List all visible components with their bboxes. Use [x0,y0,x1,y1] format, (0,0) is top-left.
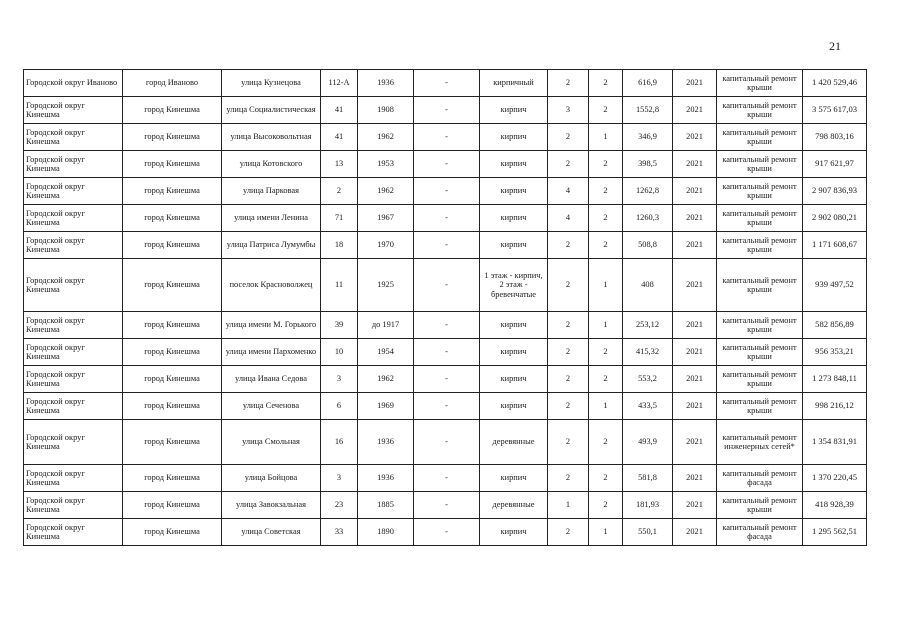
cell-entrances: 2 [589,339,623,366]
cell-plan-year: 2021 [673,97,717,124]
table-row [24,366,867,393]
cell-construction-year: 1908 [358,97,414,124]
cell-area: 181,93 [623,492,673,519]
cell-renovation-year: - [414,70,480,97]
cell-floors: 2 [548,366,589,393]
table-row [24,151,867,178]
cell-renovation-year: - [414,178,480,205]
cell-plan-year: 2021 [673,205,717,232]
cell-city: город Кинешма [123,97,222,124]
cell-construction-year: 1969 [358,393,414,420]
cell-work-type: капитальный ремонт крыши [717,124,803,151]
cell-work-type: капитальный ремонт фасада [717,519,803,546]
cell-floors: 2 [548,259,589,312]
cell-entrances: 2 [589,178,623,205]
cell-wall-material: кирпич [480,178,548,205]
cell-wall-material: кирпич [480,124,548,151]
cell-cost: 582 856,89 [803,312,867,339]
cell-street: улица Ивана Седова [222,366,321,393]
table-body [24,70,867,546]
cell-renovation-year: - [414,151,480,178]
cell-wall-material: кирпич [480,519,548,546]
cell-wall-material: деревянные [480,492,548,519]
cell-plan-year: 2021 [673,232,717,259]
cell-city: город Кинешма [123,393,222,420]
cell-wall-material: кирпич [480,339,548,366]
cell-cost: 939 497,52 [803,259,867,312]
cell-wall-material: кирпич [480,151,548,178]
cell-area: 1262,8 [623,178,673,205]
cell-cost: 2 902 080,21 [803,205,867,232]
cell-street: улица имени Ленина [222,205,321,232]
cell-plan-year: 2021 [673,366,717,393]
cell-plan-year: 2021 [673,420,717,465]
cell-city: город Кинешма [123,205,222,232]
cell-city: город Иваново [123,70,222,97]
cell-cost: 1 171 608,67 [803,232,867,259]
cell-floors: 4 [548,205,589,232]
cell-house-number: 71 [321,205,358,232]
cell-cost: 998 216,12 [803,393,867,420]
cell-plan-year: 2021 [673,492,717,519]
cell-work-type: капитальный ремонт крыши [717,178,803,205]
cell-plan-year: 2021 [673,259,717,312]
cell-city: город Кинешма [123,124,222,151]
cell-plan-year: 2021 [673,178,717,205]
cell-area: 616,9 [623,70,673,97]
cell-street: поселок Красноволжец [222,259,321,312]
cell-district: Городской округ Кинешма [24,259,123,312]
cell-plan-year: 2021 [673,70,717,97]
cell-construction-year: 1890 [358,519,414,546]
cell-city: город Кинешма [123,151,222,178]
cell-entrances: 2 [589,492,623,519]
cell-renovation-year: - [414,232,480,259]
cell-city: город Кинешма [123,232,222,259]
cell-area: 493,9 [623,420,673,465]
cell-street: улица имени М. Горького [222,312,321,339]
table-row [24,97,867,124]
cell-entrances: 2 [589,151,623,178]
cell-floors: 2 [548,420,589,465]
cell-district: Городской округ Кинешма [24,178,123,205]
cell-construction-year: 1925 [358,259,414,312]
table-row [24,259,867,312]
cell-floors: 2 [548,519,589,546]
cell-entrances: 2 [589,366,623,393]
cell-construction-year: 1967 [358,205,414,232]
cell-house-number: 33 [321,519,358,546]
cell-construction-year: 1970 [358,232,414,259]
housing-repair-table [23,69,867,546]
cell-house-number: 41 [321,124,358,151]
cell-street: улица Социалистическая [222,97,321,124]
cell-house-number: 39 [321,312,358,339]
cell-work-type: капитальный ремонт крыши [717,151,803,178]
cell-floors: 2 [548,70,589,97]
cell-house-number: 3 [321,465,358,492]
cell-renovation-year: - [414,492,480,519]
cell-work-type: капитальный ремонт инженерных сетей* [717,420,803,465]
cell-cost: 2 907 836,93 [803,178,867,205]
cell-area: 398,5 [623,151,673,178]
cell-work-type: капитальный ремонт крыши [717,259,803,312]
cell-construction-year: 1962 [358,124,414,151]
cell-construction-year: 1953 [358,151,414,178]
cell-house-number: 11 [321,259,358,312]
cell-district: Городской округ Кинешма [24,366,123,393]
cell-house-number: 2 [321,178,358,205]
cell-construction-year: до 1917 [358,312,414,339]
table-row [24,393,867,420]
table-row [24,465,867,492]
cell-plan-year: 2021 [673,312,717,339]
cell-district: Городской округ Кинешма [24,124,123,151]
cell-work-type: капитальный ремонт крыши [717,312,803,339]
cell-house-number: 10 [321,339,358,366]
cell-house-number: 18 [321,232,358,259]
cell-house-number: 6 [321,393,358,420]
cell-area: 581,8 [623,465,673,492]
cell-area: 553,2 [623,366,673,393]
cell-cost: 1 420 529,46 [803,70,867,97]
cell-entrances: 1 [589,393,623,420]
cell-construction-year: 1954 [358,339,414,366]
cell-floors: 2 [548,151,589,178]
cell-street: улица Бойцова [222,465,321,492]
cell-district: Городской округ Кинешма [24,393,123,420]
cell-work-type: капитальный ремонт крыши [717,492,803,519]
cell-construction-year: 1962 [358,366,414,393]
cell-wall-material: кирпич [480,232,548,259]
cell-area: 508,8 [623,232,673,259]
cell-entrances: 2 [589,232,623,259]
cell-plan-year: 2021 [673,151,717,178]
cell-cost: 418 928,39 [803,492,867,519]
cell-construction-year: 1885 [358,492,414,519]
cell-city: город Кинешма [123,339,222,366]
cell-city: город Кинешма [123,519,222,546]
cell-house-number: 112-А [321,70,358,97]
cell-city: город Кинешма [123,465,222,492]
cell-floors: 2 [548,124,589,151]
cell-street: улица Патриса Лумумбы [222,232,321,259]
cell-district: Городской округ Кинешма [24,97,123,124]
cell-work-type: капитальный ремонт крыши [717,366,803,393]
cell-area: 415,32 [623,339,673,366]
cell-floors: 2 [548,312,589,339]
cell-renovation-year: - [414,393,480,420]
table-row [24,70,867,97]
cell-wall-material: кирпич [480,366,548,393]
cell-house-number: 13 [321,151,358,178]
cell-area: 253,12 [623,312,673,339]
cell-construction-year: 1936 [358,70,414,97]
cell-city: город Кинешма [123,178,222,205]
cell-district: Городской округ Кинешма [24,465,123,492]
cell-wall-material: кирпич [480,97,548,124]
cell-work-type: капитальный ремонт фасада [717,465,803,492]
cell-entrances: 2 [589,420,623,465]
cell-work-type: капитальный ремонт крыши [717,393,803,420]
cell-construction-year: 1936 [358,420,414,465]
table-row [24,312,867,339]
cell-floors: 3 [548,97,589,124]
cell-district: Городской округ Кинешма [24,339,123,366]
table-row [24,205,867,232]
cell-floors: 1 [548,492,589,519]
cell-area: 1552,8 [623,97,673,124]
cell-cost: 956 353,21 [803,339,867,366]
cell-entrances: 1 [589,312,623,339]
cell-floors: 2 [548,232,589,259]
cell-street: улица Котовского [222,151,321,178]
cell-renovation-year: - [414,420,480,465]
cell-cost: 3 575 617,03 [803,97,867,124]
cell-wall-material: 1 этаж - кирпич, 2 этаж - бревенчатые [480,259,548,312]
cell-renovation-year: - [414,312,480,339]
cell-entrances: 1 [589,519,623,546]
cell-city: город Кинешма [123,312,222,339]
cell-house-number: 41 [321,97,358,124]
cell-street: улица имени Пархоменко [222,339,321,366]
cell-wall-material: кирпич [480,312,548,339]
table-row [24,339,867,366]
cell-street: улица Кузнецова [222,70,321,97]
cell-district: Городской округ Кинешма [24,492,123,519]
cell-plan-year: 2021 [673,124,717,151]
cell-house-number: 16 [321,420,358,465]
cell-entrances: 2 [589,205,623,232]
cell-cost: 1 295 562,51 [803,519,867,546]
cell-area: 346,9 [623,124,673,151]
cell-entrances: 2 [589,70,623,97]
cell-renovation-year: - [414,519,480,546]
cell-floors: 2 [548,465,589,492]
table-row [24,519,867,546]
cell-street: улица Парковая [222,178,321,205]
cell-city: город Кинешма [123,259,222,312]
cell-city: город Кинешма [123,366,222,393]
cell-plan-year: 2021 [673,519,717,546]
cell-street: улица Высоковольтная [222,124,321,151]
cell-floors: 2 [548,339,589,366]
table-row [24,178,867,205]
cell-cost: 1 273 848,11 [803,366,867,393]
cell-renovation-year: - [414,205,480,232]
cell-district: Городской округ Кинешма [24,420,123,465]
cell-cost: 1 370 220,45 [803,465,867,492]
cell-house-number: 23 [321,492,358,519]
cell-district: Городской округ Кинешма [24,151,123,178]
cell-district: Городской округ Иваново [24,70,123,97]
cell-work-type: капитальный ремонт крыши [717,97,803,124]
cell-entrances: 2 [589,465,623,492]
cell-wall-material: деревянные [480,420,548,465]
cell-street: улица Смольная [222,420,321,465]
cell-cost: 1 354 831,91 [803,420,867,465]
cell-work-type: капитальный ремонт крыши [717,232,803,259]
cell-renovation-year: - [414,465,480,492]
cell-area: 550,1 [623,519,673,546]
cell-area: 433,5 [623,393,673,420]
cell-district: Городской округ Кинешма [24,312,123,339]
cell-entrances: 1 [589,259,623,312]
cell-renovation-year: - [414,259,480,312]
cell-plan-year: 2021 [673,339,717,366]
cell-floors: 2 [548,393,589,420]
cell-renovation-year: - [414,124,480,151]
table-row [24,124,867,151]
cell-city: город Кинешма [123,492,222,519]
cell-house-number: 3 [321,366,358,393]
cell-work-type: капитальный ремонт крыши [717,70,803,97]
cell-street: улица Сеченова [222,393,321,420]
cell-district: Городской округ Кинешма [24,205,123,232]
cell-work-type: капитальный ремонт крыши [717,205,803,232]
cell-work-type: капитальный ремонт крыши [717,339,803,366]
cell-area: 1260,3 [623,205,673,232]
cell-entrances: 1 [589,124,623,151]
cell-area: 408 [623,259,673,312]
cell-renovation-year: - [414,366,480,393]
cell-cost: 798 803,16 [803,124,867,151]
cell-renovation-year: - [414,97,480,124]
cell-wall-material: кирпич [480,465,548,492]
cell-wall-material: кирпичный [480,70,548,97]
page-number: 21 [829,39,841,53]
cell-street: улица Советская [222,519,321,546]
cell-street: улица Завокзальная [222,492,321,519]
cell-city: город Кинешма [123,420,222,465]
cell-district: Городской округ Кинешма [24,232,123,259]
cell-entrances: 2 [589,97,623,124]
table-row [24,492,867,519]
cell-renovation-year: - [414,339,480,366]
cell-district: Городской округ Кинешма [24,519,123,546]
cell-wall-material: кирпич [480,205,548,232]
cell-plan-year: 2021 [673,393,717,420]
cell-cost: 917 621,97 [803,151,867,178]
cell-wall-material: кирпич [480,393,548,420]
cell-plan-year: 2021 [673,465,717,492]
cell-construction-year: 1936 [358,465,414,492]
table-row [24,420,867,465]
cell-floors: 4 [548,178,589,205]
cell-construction-year: 1962 [358,178,414,205]
table-row [24,232,867,259]
